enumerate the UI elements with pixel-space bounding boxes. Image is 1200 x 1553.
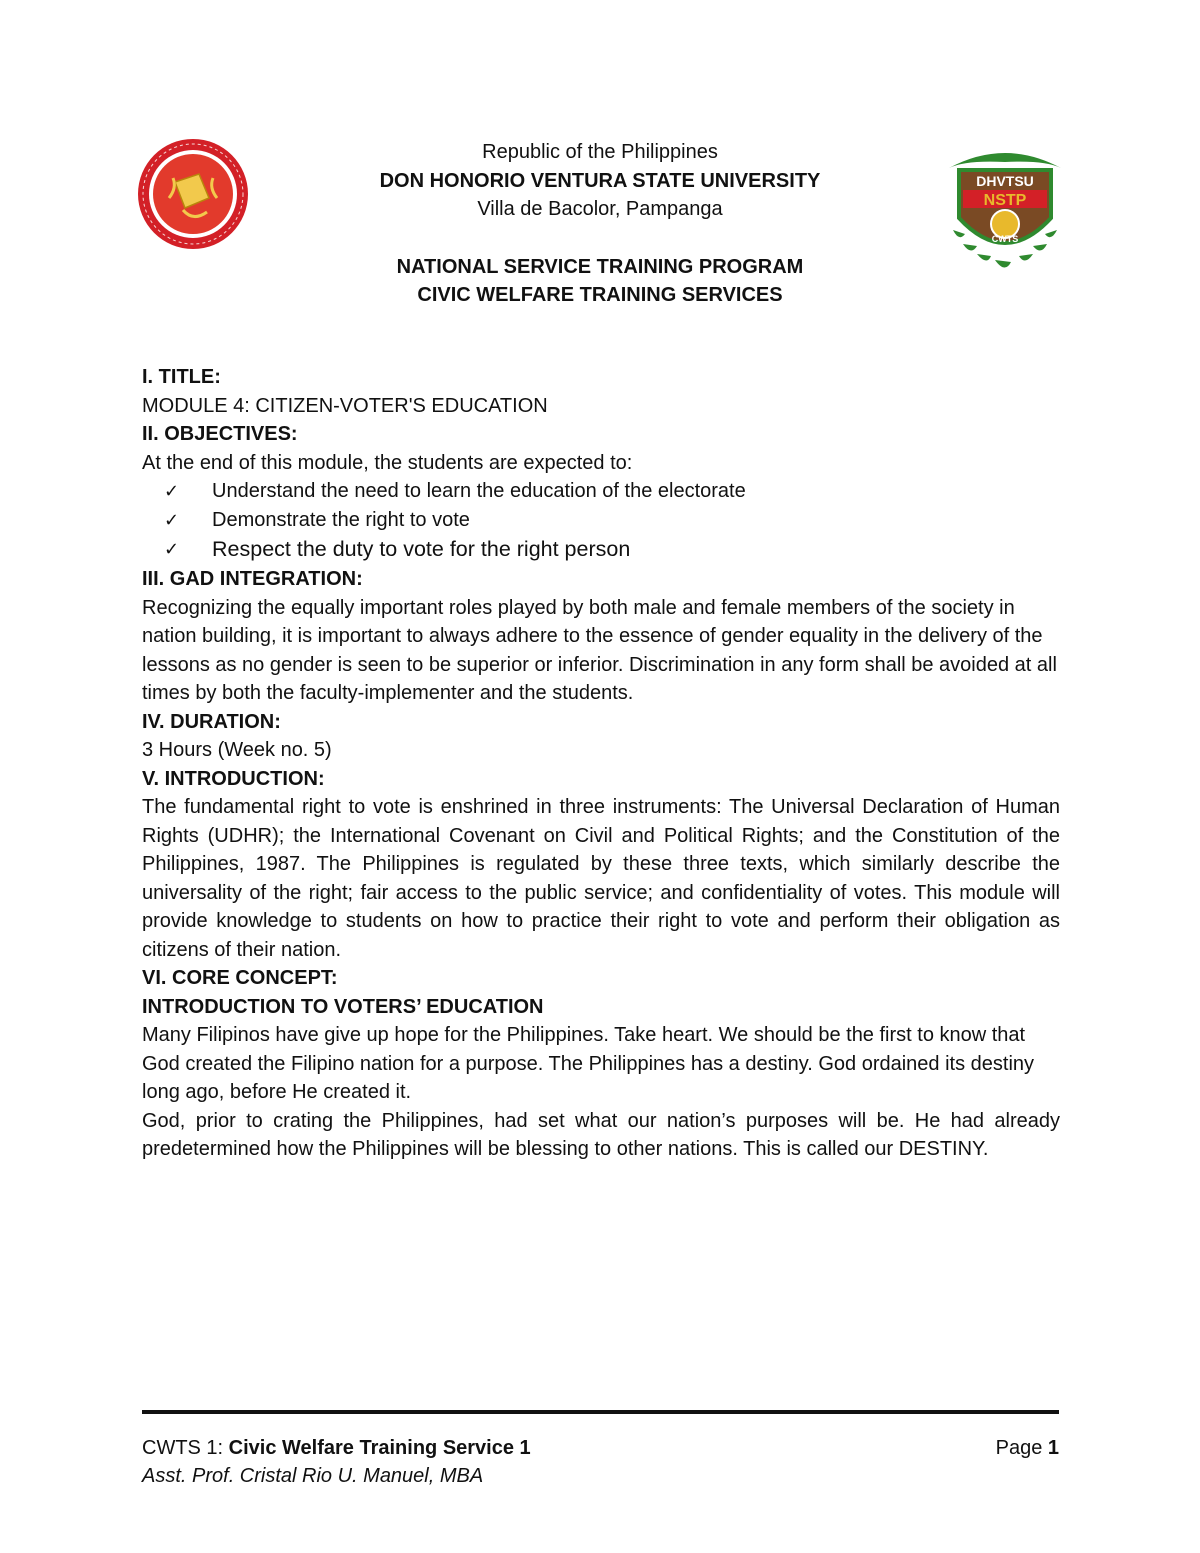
check-icon: ✓	[164, 509, 180, 530]
duration-text: 3 Hours (Week no. 5)	[142, 739, 332, 761]
objectives-intro: At the end of this module, the students are expected to:	[142, 451, 633, 474]
introduction-paragraph: The fundamental right to vote is enshrined in three instruments: The Universal Declaration of Human Rights (UDHR); the International Covenant on Civil and Political Rights; and the Constitution of the Philippines, 1987. The Philippines is regulated by these three texts, which similarly describe the universality of the right; fair access to the public service; and confidentiality of votes. This module will provide knowledge to students on how to practice their right to vote and perform their obligation as citizens of their nation.	[142, 796, 1060, 961]
nstp-cwts-emblem-logo	[945, 140, 1065, 280]
core-concept-heading: VI. CORE CONCEPT:	[142, 967, 338, 989]
list-item	[164, 477, 1060, 506]
objective-text: Demonstrate the right to vote	[212, 508, 470, 531]
footer-page-number	[996, 1434, 1059, 1462]
objective-text: Respect the duty to vote for the right person	[212, 537, 631, 561]
objectives-heading: II. OBJECTIVES:	[142, 423, 298, 445]
document-body	[142, 363, 1060, 1164]
university-seal-logo	[137, 138, 249, 250]
emblem-band-text: NSTP	[983, 192, 1027, 209]
voters-paragraph-2: God, prior to crating the Philippines, had set what our nation’s purposes will be. He had already predetermined how the Philippines will be blessing to other nations. This is called our DESTINY.	[142, 1109, 1060, 1160]
footer-divider	[142, 1410, 1059, 1414]
footer-course-info	[142, 1434, 531, 1490]
university-name: DON HONORIO VENTURA STATE UNIVERSITY	[379, 169, 821, 192]
emblem-top-text: DHVTSU	[976, 173, 1034, 189]
duration-heading: IV. DURATION:	[142, 710, 281, 733]
list-item	[164, 506, 1060, 535]
title-heading: I. TITLE:	[142, 366, 221, 388]
list-item	[164, 534, 1060, 565]
gad-heading: III. GAD INTEGRATION:	[142, 568, 363, 590]
page-number: 1	[1047, 1437, 1059, 1459]
objectives-list	[142, 477, 1060, 565]
check-icon: ✓	[164, 481, 180, 501]
voters-paragraph-1: Many Filipinos have give up hope for the Philippines. Take heart. We should be the first to know that God created the Filipino nation for a purpose. The Philippines has a destiny. God ordained its destiny long ago, before He created it.	[142, 1024, 1035, 1103]
page-label: Page	[995, 1437, 1048, 1459]
header-spacer	[300, 224, 900, 253]
voters-education-heading: INTRODUCTION TO VOTERS’ EDUCATION	[142, 995, 544, 1018]
republic-line: Republic of the Philippines	[482, 141, 718, 163]
footer-course-line	[142, 1434, 531, 1462]
course-prefix: CWTS 1:	[142, 1437, 229, 1459]
gad-paragraph: Recognizing the equally important roles played by both male and female members of the society in nation building, it is important to always adhere to the essence of gender equality in the delivery of the lessons as no gender is seen to be superior or inferior. Discrimination in any form shall be avoided at all times by both the faculty-implementer and the students.	[142, 596, 1057, 704]
document-header	[300, 138, 900, 310]
module-title: MODULE 4: CITIZEN-VOTER'S EDUCATION	[142, 394, 548, 417]
program-name: NATIONAL SERVICE TRAINING PROGRAM	[396, 255, 804, 278]
service-name: CIVIC WELFARE TRAINING SERVICES	[417, 284, 783, 306]
objective-text: Understand the need to learn the education of the electorate	[212, 480, 746, 502]
course-name: Civic Welfare Training Service 1	[228, 1437, 531, 1459]
introduction-heading: V. INTRODUCTION:	[142, 767, 325, 790]
check-icon: ✓	[164, 539, 180, 559]
footer-author: Asst. Prof. Cristal Rio U. Manuel, MBA	[142, 1465, 484, 1487]
emblem-bottom-text: CWTS	[991, 234, 1019, 244]
university-location: Villa de Bacolor, Pampanga	[477, 198, 723, 220]
